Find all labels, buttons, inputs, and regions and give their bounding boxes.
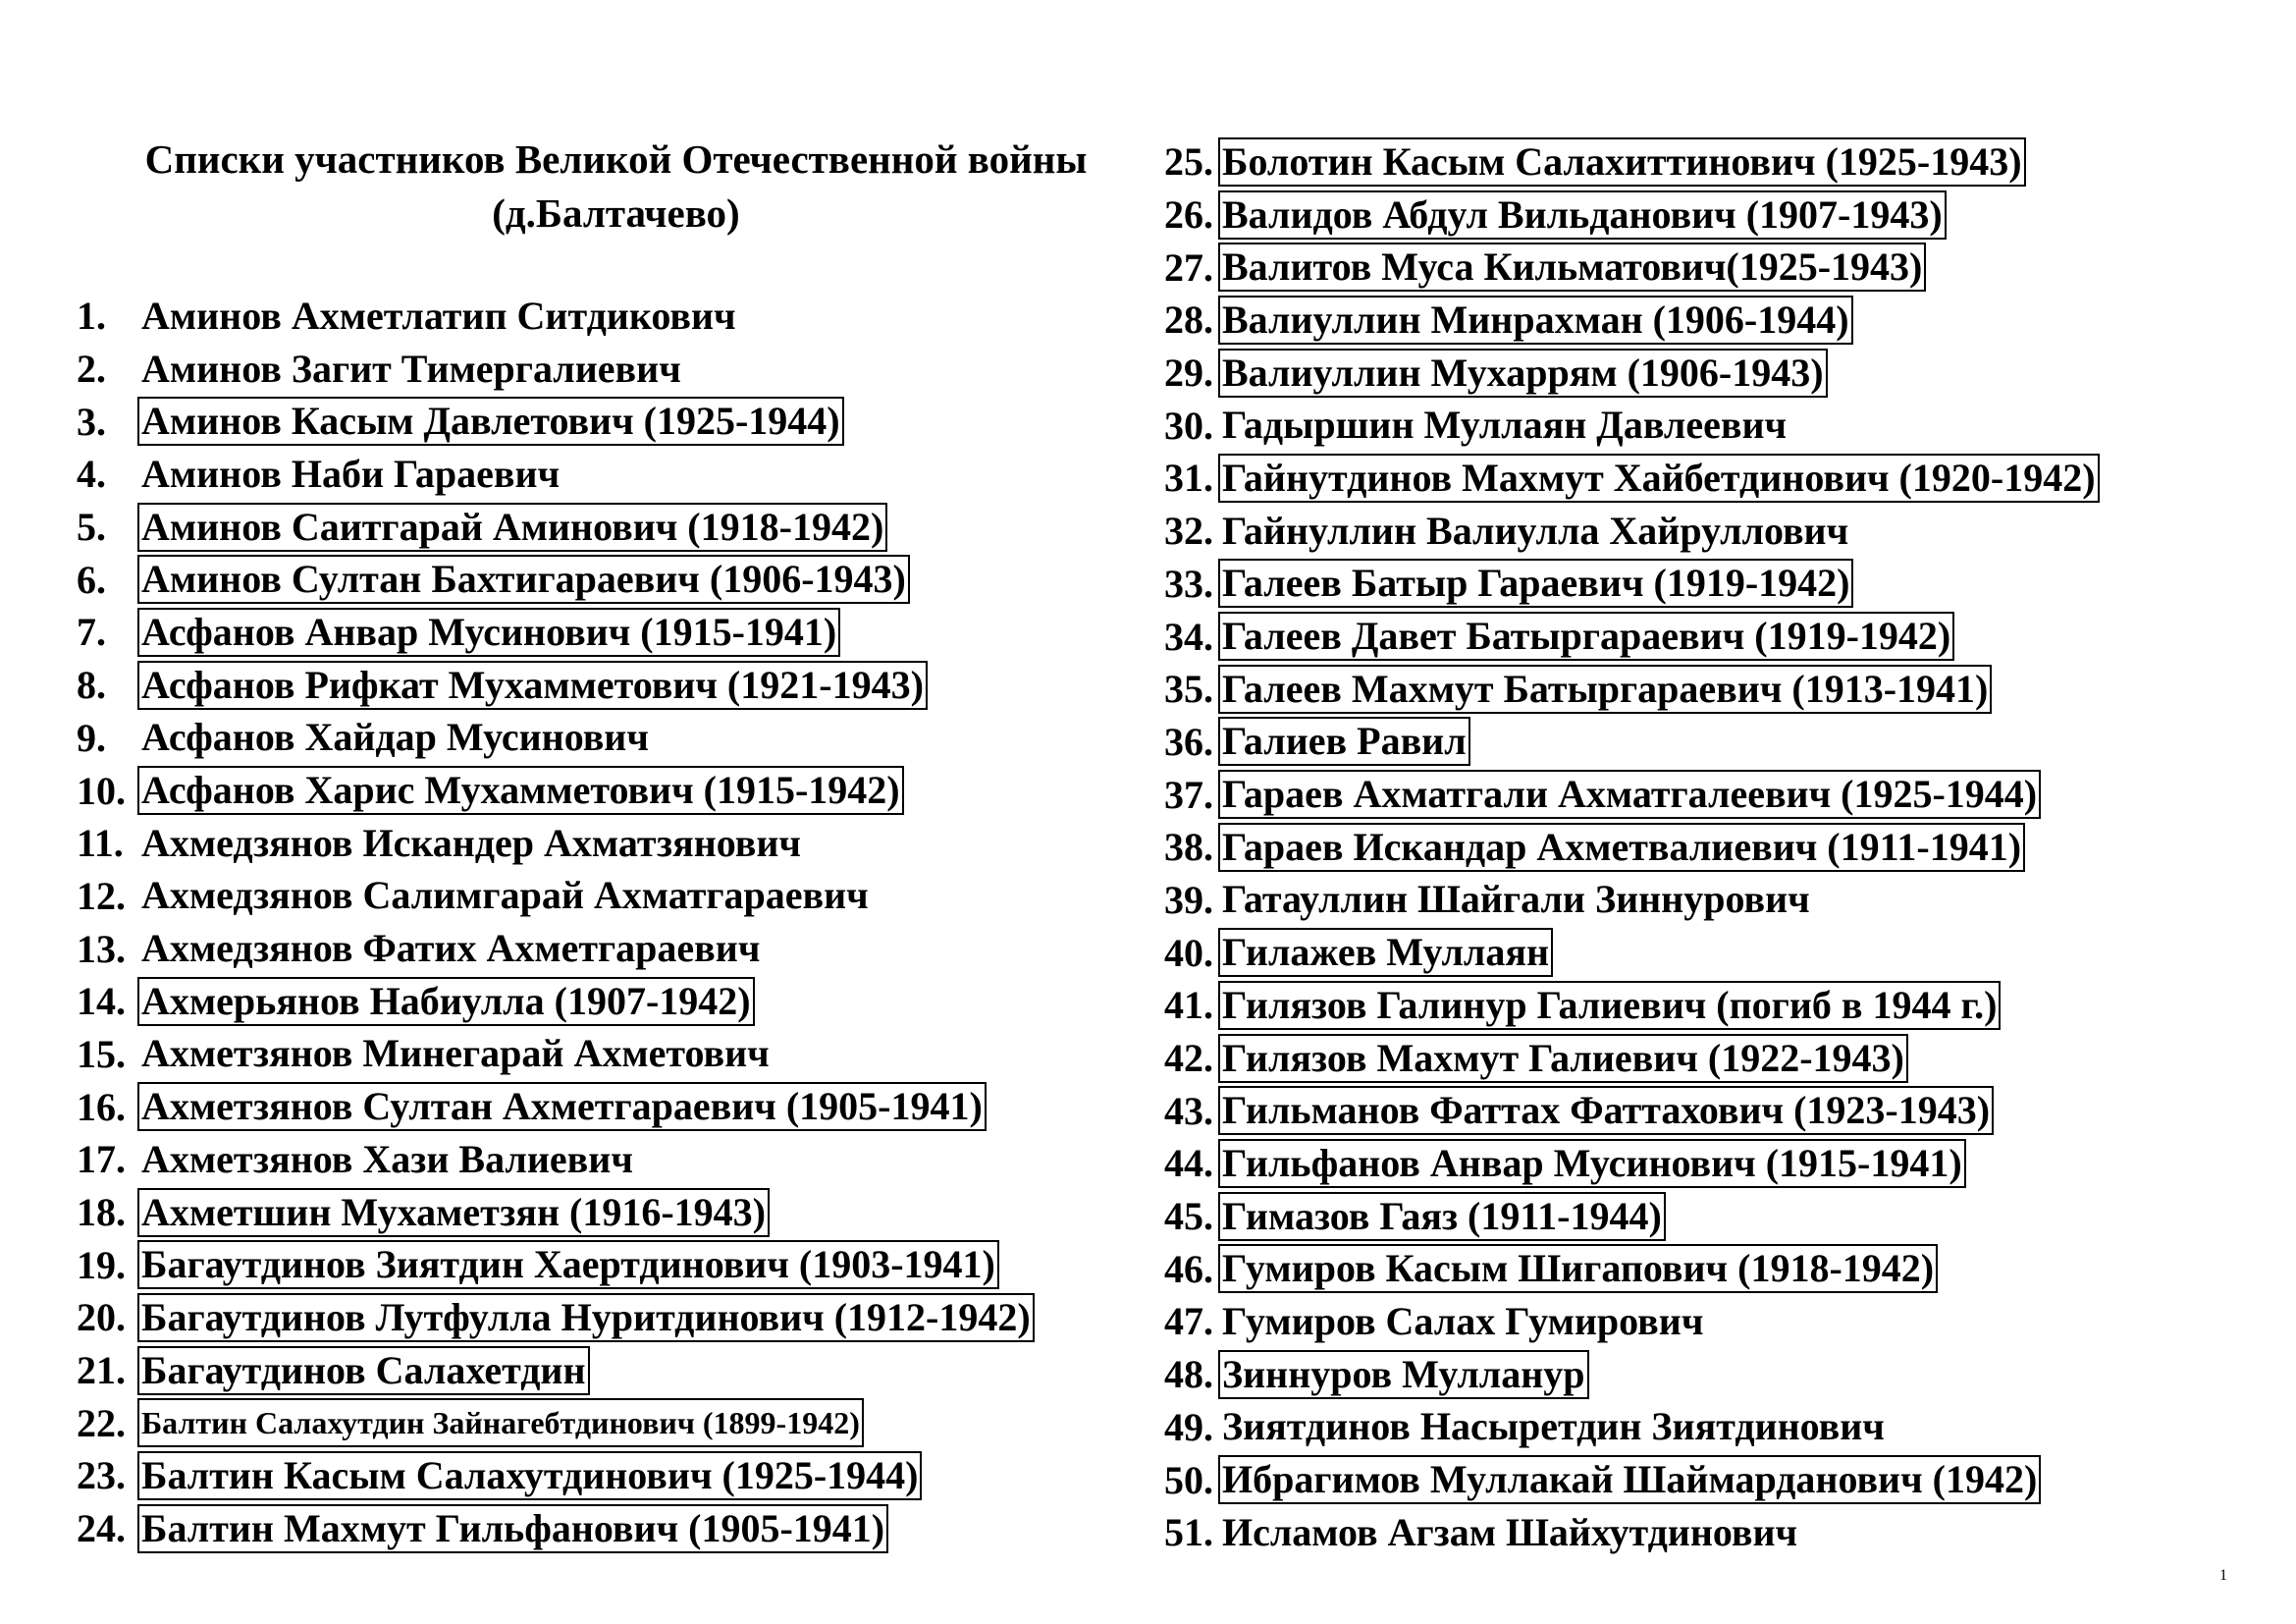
list-item — [77, 1502, 1035, 1555]
list-item — [77, 606, 1035, 659]
list-item-name: Асфанов Анвар Мусинович (1915-1941) — [137, 608, 840, 657]
list-item — [1164, 1242, 2100, 1295]
list-item-number: 13. — [77, 926, 126, 971]
list-item — [77, 553, 1035, 606]
list-item-name: Гайнуллин Валиулла Хайруллович — [1222, 508, 1849, 553]
list-item-name: Исламов Агзам Шайхутдинович — [1222, 1509, 1798, 1554]
list-item — [77, 712, 1035, 765]
title-line-1: Списки участников Великой Отечественной войны — [144, 136, 1088, 182]
list-item-name: Ахметзянов Минегарай Ахметович — [141, 1031, 770, 1076]
list-item — [1164, 1032, 2100, 1085]
list-item-name: Гильфанов Анвар Мусинович (1915-1941) — [1218, 1139, 1966, 1188]
list-item-name: Гумиров Салах Гумирович — [1222, 1298, 1704, 1343]
list-item-number: 8. — [77, 663, 106, 708]
list-item — [1164, 1453, 2100, 1506]
list-item-name: Аминов Касым Давлетович (1925-1944) — [137, 397, 844, 446]
list-item-number: 26. — [1164, 192, 1213, 238]
list-item-number: 33. — [1164, 561, 1213, 606]
list-item-number: 17. — [77, 1137, 126, 1182]
list-item-number: 42. — [1164, 1036, 1213, 1081]
list-item-name: Валитов Муса Кильматович(1925-1943) — [1218, 243, 1926, 292]
list-item-name: Ахметшин Мухаметзян (1916-1943) — [137, 1188, 770, 1237]
list-item — [1164, 1137, 2100, 1190]
list-item — [1164, 1190, 2100, 1243]
list-item-number: 46. — [1164, 1246, 1213, 1291]
list-item — [1164, 452, 2100, 505]
list-item-number: 27. — [1164, 244, 1213, 290]
list-item — [77, 1396, 1035, 1449]
list-item — [1164, 1084, 2100, 1137]
list-item-number: 38. — [1164, 825, 1213, 870]
list-item-number: 24. — [77, 1506, 126, 1551]
list-item-name: Болотин Касым Салахиттинович (1925-1943) — [1218, 137, 2026, 187]
list-item-name: Аминов Загит Тимергалиевич — [141, 346, 681, 391]
list-item — [1164, 768, 2100, 821]
list-item-number: 2. — [77, 347, 106, 392]
left-column-list — [77, 290, 1035, 1555]
list-item-number: 29. — [1164, 351, 1213, 396]
list-item — [77, 448, 1035, 501]
list-item — [77, 1133, 1035, 1186]
list-item-number: 32. — [1164, 509, 1213, 554]
list-item-name: Зиннуров Мулланур — [1218, 1350, 1589, 1399]
list-item-number: 41. — [1164, 983, 1213, 1028]
list-item-number: 6. — [77, 557, 106, 602]
list-item-name: Гимазов Гаяз (1911-1944) — [1218, 1192, 1666, 1241]
list-item — [77, 975, 1035, 1028]
list-item-number: 7. — [77, 610, 106, 655]
list-item-name: Гайнутдинов Махмут Хайбетдинович (1920-1942) — [1218, 454, 2100, 503]
list-item-number: 18. — [77, 1190, 126, 1235]
list-item — [1164, 926, 2100, 979]
list-item — [77, 1028, 1035, 1081]
list-item-name: Багаутдинов Зиятдин Хаертдинович (1903-1941) — [137, 1240, 999, 1289]
list-item — [1164, 1348, 2100, 1401]
list-item-name: Гильманов Фаттах Фаттахович (1923-1943) — [1218, 1086, 1994, 1135]
list-item — [1164, 558, 2100, 611]
list-item-number: 12. — [77, 873, 126, 918]
list-item-number: 40. — [1164, 930, 1213, 975]
list-item — [1164, 241, 2100, 294]
list-item-name: Зиятдинов Насыретдин Зиятдинович — [1222, 1404, 1885, 1449]
list-item-name: Ахметзянов Султан Ахметгараевич (1905-1941) — [137, 1082, 987, 1131]
list-item-name: Галеев Давет Батыргараевич (1919-1942) — [1218, 612, 1954, 661]
list-item-number: 5. — [77, 505, 106, 550]
list-item — [1164, 663, 2100, 716]
list-item — [77, 922, 1035, 975]
list-item — [77, 1344, 1035, 1397]
list-item-name: Валидов Абдул Вильданович (1907-1943) — [1218, 190, 1947, 240]
list-item-number: 47. — [1164, 1299, 1213, 1344]
list-item — [77, 1291, 1035, 1344]
list-item-name: Гумиров Касым Шигапович (1918-1942) — [1218, 1244, 1938, 1293]
list-item-name: Галеев Батыр Гараевич (1919-1942) — [1218, 559, 1853, 608]
list-item-number: 45. — [1164, 1194, 1213, 1239]
list-item-number: 39. — [1164, 877, 1213, 922]
list-item-number: 11. — [77, 821, 124, 866]
list-item-number: 44. — [1164, 1141, 1213, 1186]
list-item-number: 25. — [1164, 139, 1213, 185]
list-item-name: Аминов Ахметлатип Ситдикович — [141, 293, 736, 338]
list-item-name: Галеев Махмут Батыргараевич (1913-1941) — [1218, 665, 1992, 714]
list-item — [77, 1186, 1035, 1239]
list-item — [1164, 874, 2100, 927]
list-item — [77, 870, 1035, 923]
list-item-name: Гилязов Махмут Галиевич (1922-1943) — [1218, 1034, 1908, 1083]
list-item — [77, 501, 1035, 554]
list-item — [1164, 716, 2100, 769]
list-item-name: Галиев Равил — [1218, 717, 1470, 766]
list-item — [77, 764, 1035, 817]
list-item-name: Балтин Салахутдин Зайнагебтдинович (1899-1942) — [137, 1398, 864, 1447]
list-item-name: Багаутдинов Лутфулла Нуритдинович (1912-1942) — [137, 1293, 1035, 1342]
list-item-name: Ахмедзянов Фатих Ахметгараевич — [141, 926, 761, 971]
list-item-name: Валиуллин Мухаррям (1906-1943) — [1218, 349, 1828, 398]
list-item-name: Аминов Саитгарай Аминович (1918-1942) — [137, 503, 887, 552]
list-item-number: 30. — [1164, 403, 1213, 448]
page-title — [88, 133, 1144, 241]
list-item-name: Гадыршин Муллаян Давлеевич — [1222, 403, 1788, 448]
list-item-name: Ахметзянов Хази Валиевич — [141, 1136, 633, 1181]
list-item-number: 1. — [77, 294, 106, 339]
list-item-name: Аминов Султан Бахтигараевич (1906-1943) — [137, 555, 910, 604]
list-item-number: 9. — [77, 715, 106, 760]
list-item — [1164, 399, 2100, 452]
list-item — [1164, 1401, 2100, 1454]
list-item — [1164, 610, 2100, 663]
list-item — [1164, 347, 2100, 400]
list-item-number: 4. — [77, 452, 106, 497]
right-column-list — [1164, 135, 2100, 1559]
list-item-name: Гилязов Галинур Галиевич (погиб в 1944 г.) — [1218, 981, 2001, 1030]
list-item-name: Ахмерьянов Набиулла (1907-1942) — [137, 977, 755, 1026]
list-item-number: 16. — [77, 1084, 126, 1129]
list-item — [1164, 505, 2100, 558]
list-item-number: 15. — [77, 1031, 126, 1076]
list-item — [1164, 979, 2100, 1032]
list-item-name: Балтин Махмут Гильфанович (1905-1941) — [137, 1504, 888, 1553]
list-item-number: 31. — [1164, 456, 1213, 501]
list-item-number: 35. — [1164, 667, 1213, 712]
list-item — [77, 1449, 1035, 1502]
list-item — [77, 1080, 1035, 1133]
list-item — [1164, 821, 2100, 874]
list-item-number: 49. — [1164, 1404, 1213, 1449]
list-item-number: 14. — [77, 979, 126, 1024]
list-item — [1164, 1295, 2100, 1348]
list-item-number: 10. — [77, 768, 126, 813]
list-item — [77, 659, 1035, 712]
list-item — [1164, 294, 2100, 347]
list-item-number: 20. — [77, 1295, 126, 1340]
list-item-number: 36. — [1164, 719, 1213, 764]
list-item-name: Гараев Искандар Ахметвалиевич (1911-1941) — [1218, 823, 2025, 872]
list-item-name: Ибрагимов Муллакай Шаймарданович (1942) — [1218, 1455, 2041, 1504]
list-item-name: Гилажев Муллаян — [1218, 928, 1553, 977]
list-item-number: 23. — [77, 1453, 126, 1498]
list-item — [77, 817, 1035, 870]
page-number: 1 — [2219, 1567, 2227, 1584]
list-item — [1164, 1506, 2100, 1559]
list-item-number: 3. — [77, 399, 106, 444]
list-item-name: Валиуллин Минрахман (1906-1944) — [1218, 296, 1853, 345]
list-item-name: Балтин Касым Салахутдинович (1925-1944) — [137, 1451, 922, 1500]
list-item-number: 43. — [1164, 1088, 1213, 1133]
list-item-name: Багаутдинов Салахетдин — [137, 1346, 590, 1395]
list-item — [77, 290, 1035, 343]
list-item-number: 34. — [1164, 614, 1213, 659]
list-item — [77, 343, 1035, 396]
list-item-number: 50. — [1164, 1457, 1213, 1502]
list-item — [1164, 135, 2100, 189]
list-item-name: Асфанов Рифкат Мухамметович (1921-1943) — [137, 661, 928, 710]
list-item-name: Гараев Ахматгали Ахматгалеевич (1925-1944) — [1218, 770, 2041, 819]
list-item — [77, 395, 1035, 448]
list-item-name: Аминов Наби Гараевич — [141, 451, 561, 496]
list-item-name: Ахмедзянов Искандер Ахматзянович — [141, 820, 801, 865]
list-item — [1164, 189, 2100, 242]
list-item-number: 48. — [1164, 1352, 1213, 1397]
list-item-number: 21. — [77, 1348, 126, 1393]
list-item-number: 37. — [1164, 772, 1213, 817]
title-line-2: (д.Балтачево) — [492, 190, 740, 236]
list-item — [77, 1238, 1035, 1291]
list-item-number: 51. — [1164, 1510, 1213, 1555]
list-item-name: Асфанов Хайдар Мусинович — [141, 715, 649, 760]
list-item-name: Асфанов Харис Мухамметович (1915-1942) — [137, 766, 904, 815]
list-item-number: 19. — [77, 1242, 126, 1287]
list-item-name: Гатауллин Шайгали Зиннурович — [1222, 877, 1810, 922]
list-item-number: 22. — [77, 1400, 126, 1445]
list-item-number: 28. — [1164, 298, 1213, 343]
list-item-name: Ахмедзянов Салимгарай Ахматгараевич — [141, 873, 869, 918]
